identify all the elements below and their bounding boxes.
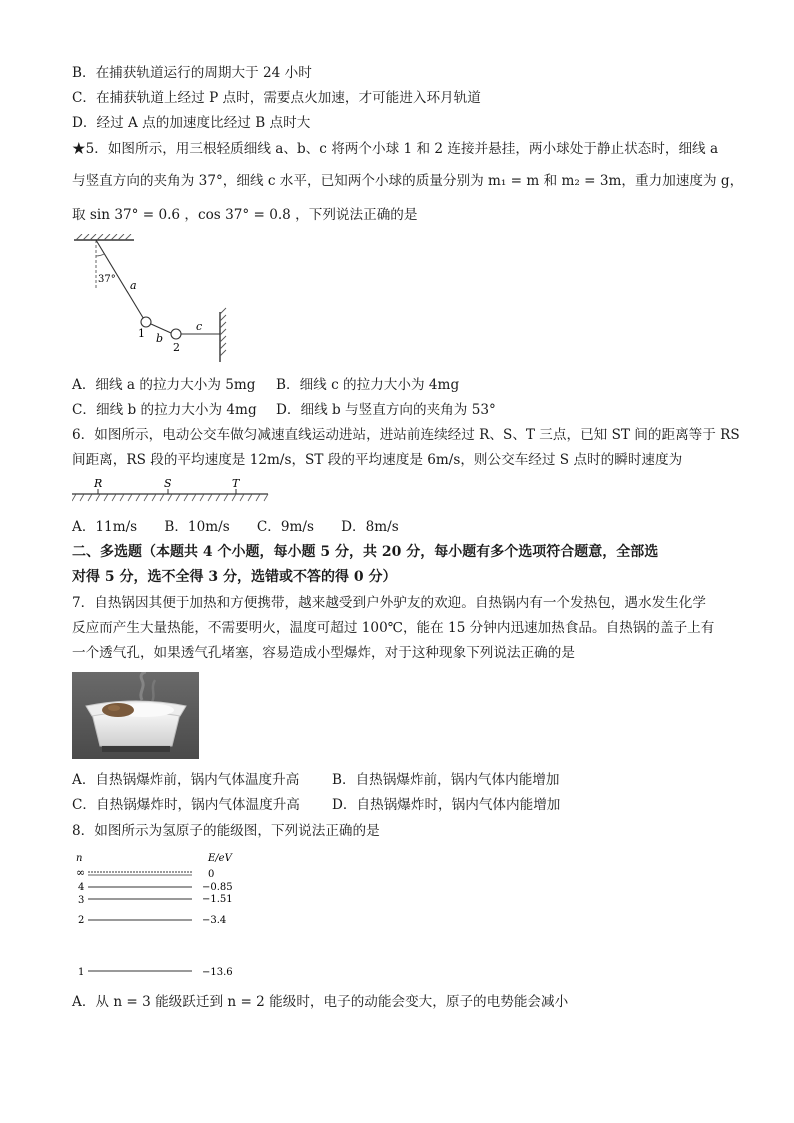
angle-label: 37° <box>98 274 116 285</box>
ball-2 <box>171 329 181 339</box>
q6-options: A．11m/s B．10m/s C．9m/s D．8m/s <box>72 519 399 535</box>
q5-pendulum-figure <box>70 234 240 362</box>
q7-option-d: D．自热锅爆炸时，锅内气体内能增加 <box>332 797 561 813</box>
q4-option-b: B．在捕获轨道运行的周期大于 24 小时 <box>72 65 312 81</box>
level-n-1: 1 <box>78 967 85 978</box>
q7-option-b: B．自热锅爆炸前，锅内气体内能增加 <box>332 772 560 788</box>
q6-stem-line1: 6．如图所示，电动公交车做匀减速直线运动进站，进站前连续经过 R、S、T 三点，已知 ST 间的距离等于 RS <box>72 427 740 443</box>
q7-stem-line1: 7．自热锅因其便于加热和方便携带，越来越受到户外驴友的欢迎。自热锅内有一个发热包，遇水发生化学 <box>72 595 706 611</box>
q8-option-a: A．从 n = 3 能级跃迁到 n = 2 能级时，电子的动能会变大，原子的电势能会减小 <box>72 994 569 1010</box>
label-ball-1: 1 <box>138 327 145 340</box>
label-b: b <box>156 332 164 345</box>
q6-road-figure <box>72 477 272 507</box>
ceiling-hatch <box>76 234 131 240</box>
q7-stem-line3: 一个透气孔，如果透气孔堵塞，容易造成小型爆炸，对于这种现象下列说法正确的是 <box>72 645 575 661</box>
level-e-2: −3.4 <box>202 915 227 926</box>
q7-stem-line2: 反应而产生大量热能，不需要明火，温度可超过 100℃，能在 15 分钟内迅速加热食品。自热锅的盖子上有 <box>72 620 715 636</box>
level-n-3: 3 <box>78 895 85 906</box>
q4-option-c: C．在捕获轨道上经过 P 点时，需要点火加速，才可能进入环月轨道 <box>72 90 481 106</box>
level-e-4: −0.85 <box>202 882 233 893</box>
label-a: a <box>130 279 137 292</box>
wall-hatch <box>220 308 226 356</box>
q4-option-d: D．经过 A 点的加速度比经过 B 点时大 <box>72 115 311 131</box>
tray <box>92 714 180 746</box>
axis-e-label: E/eV <box>208 853 232 864</box>
level-e-1: −13.6 <box>202 967 233 978</box>
hydrogen-energy-level-diagram <box>72 850 242 982</box>
q7-option-c: C．自热锅爆炸时，锅内气体温度升高 <box>72 797 300 813</box>
q5-option-c: C．细线 b 的拉力大小为 4mg <box>72 402 257 418</box>
q5-stem-line2: 与竖直方向的夹角为 37°，细线 c 水平，已知两个小球的质量分别为 m₁ = m 和 m₂ = 3m，重力加速度为 g， <box>72 173 744 189</box>
section2-header-line1: 二、多选题（本题共 4 个小题，每小题 5 分，共 20 分，每小题有多个选项符合题意，全部选 <box>72 544 659 560</box>
label-s: S <box>164 477 172 490</box>
level-e-inf: 0 <box>208 869 215 880</box>
q6-stem-line2: 间距离，RS 段的平均速度是 12m/s，ST 段的平均速度是 6m/s，则公交车经过 S 点时的瞬时速度为 <box>72 452 683 468</box>
label-t: T <box>232 477 240 490</box>
q5-stem-line1: ★5．如图所示，用三根轻质细线 a、b、c 将两个小球 1 和 2 连接并悬挂，两小球处于静止状态时，细线 a <box>72 141 719 157</box>
road-hatch <box>72 494 268 501</box>
label-ball-2: 2 <box>173 341 180 354</box>
self-heating-pot-photo <box>72 672 199 759</box>
level-n-4: 4 <box>78 882 85 893</box>
angle-arc <box>96 254 104 256</box>
level-n-2: 2 <box>78 915 85 926</box>
ball-1 <box>141 317 151 327</box>
section2-header-line2: 对得 5 分，选不全得 3 分，选错或不答的得 0 分） <box>72 569 397 585</box>
axis-n-label: n <box>76 853 83 864</box>
level-e-3: −1.51 <box>202 894 233 905</box>
label-r: R <box>94 477 103 490</box>
q7-option-a: A．自热锅爆炸前，锅内气体温度升高 <box>72 772 300 788</box>
q5-option-d: D．细线 b 与竖直方向的夹角为 53° <box>276 402 496 418</box>
q5-option-b: B．细线 c 的拉力大小为 4mg <box>276 377 460 393</box>
label-c: c <box>196 320 203 333</box>
q5-option-a: A．细线 a 的拉力大小为 5mg <box>72 377 256 393</box>
level-n-inf: ∞ <box>76 866 86 879</box>
q8-stem: 8．如图所示为氢原子的能级图，下列说法正确的是 <box>72 823 380 839</box>
q5-stem-line3: 取 sin 37° = 0.6 ，cos 37° = 0.8 ，下列说法正确的是 <box>72 207 418 223</box>
